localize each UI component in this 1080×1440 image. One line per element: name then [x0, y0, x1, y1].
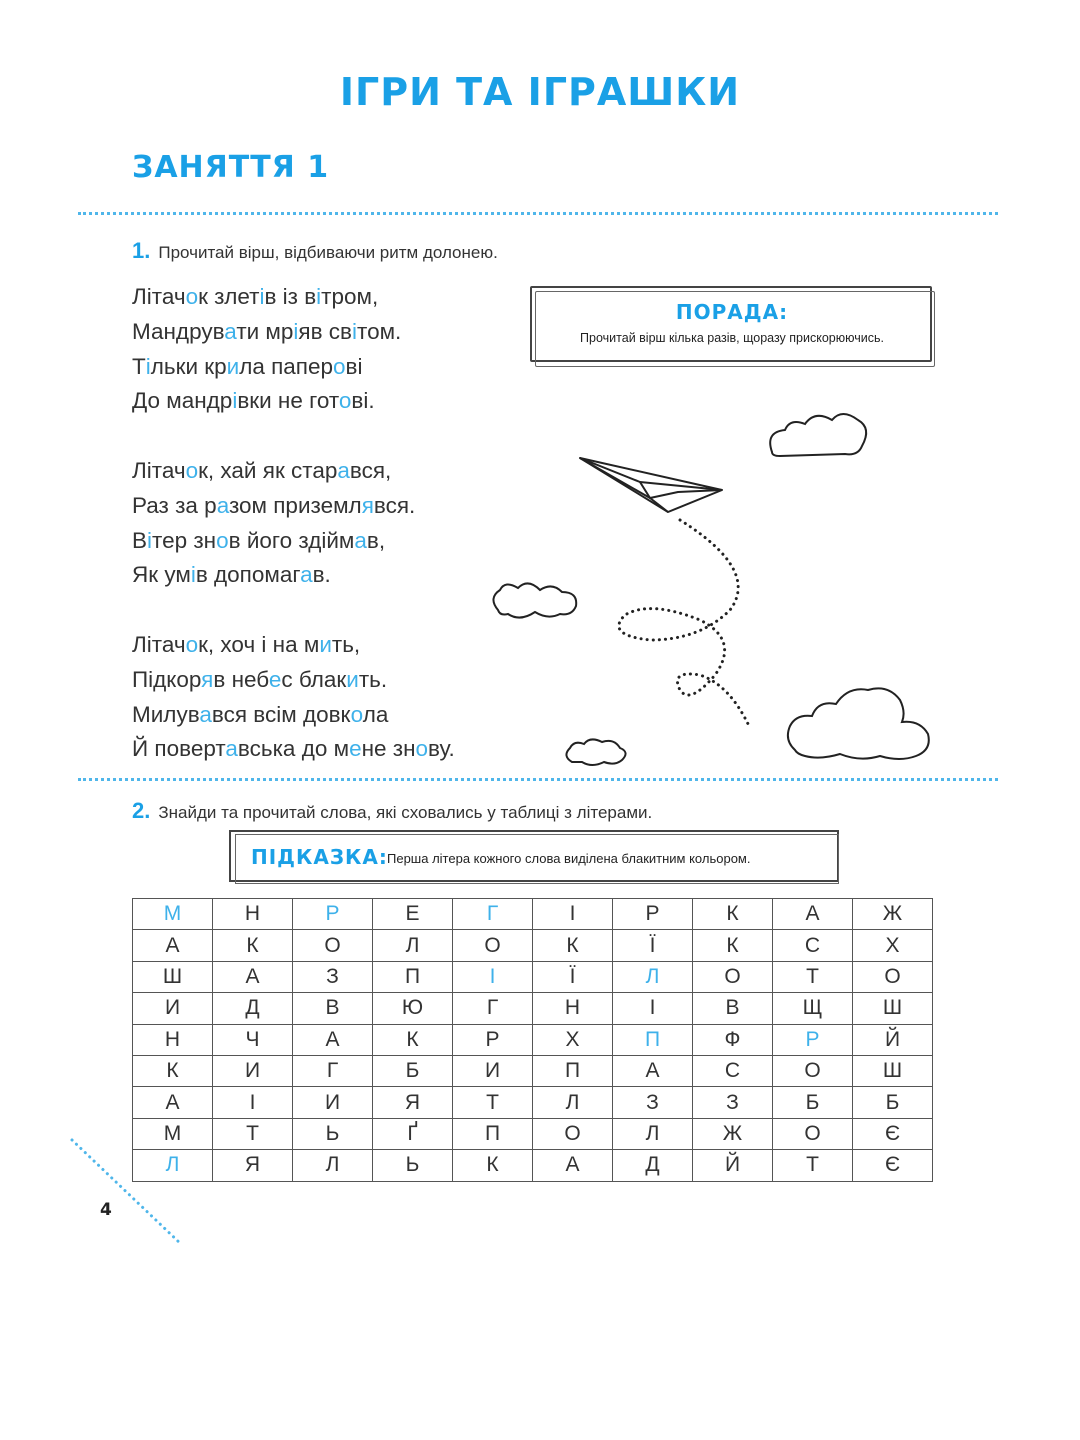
- stressed-vowel: і: [352, 318, 358, 344]
- grid-cell[interactable]: З: [693, 1087, 773, 1118]
- grid-cell[interactable]: К: [693, 899, 773, 930]
- grid-cell[interactable]: Р: [613, 899, 693, 930]
- grid-cell[interactable]: Д: [613, 1150, 693, 1181]
- stressed-vowel: а: [199, 701, 212, 727]
- poem-text: в допомаг: [195, 562, 301, 588]
- poem-text: в неб: [213, 666, 269, 692]
- grid-cell[interactable]: Я: [213, 1150, 293, 1181]
- poem-text: льки кр: [150, 353, 227, 379]
- grid-cell[interactable]: Р: [293, 899, 373, 930]
- page-number: 4: [100, 1200, 112, 1220]
- grid-cell[interactable]: Г: [453, 993, 533, 1024]
- stressed-vowel: і: [259, 284, 265, 309]
- lesson-title: ЗАНЯТТЯ 1: [132, 150, 330, 185]
- grid-cell[interactable]: А: [773, 899, 853, 930]
- grid-cell[interactable]: Б: [853, 1087, 933, 1118]
- tip-title: ПОРАДА:: [675, 300, 789, 324]
- poem-text: ву.: [428, 736, 455, 762]
- poem-text: в його: [228, 527, 293, 553]
- grid-cell[interactable]: К: [533, 930, 613, 961]
- hint-title: ПІДКАЗКА:: [251, 845, 388, 869]
- poem-text: ла папер: [239, 353, 334, 379]
- poem-text: Раз за р: [132, 492, 217, 518]
- poem-text: Підкор: [132, 666, 202, 692]
- grid-cell[interactable]: Л: [613, 1118, 693, 1149]
- grid-cell[interactable]: З: [293, 961, 373, 992]
- task-1-text: Прочитай вірш, відбиваючи ритм долонею.: [158, 243, 498, 262]
- grid-cell[interactable]: К: [133, 1055, 213, 1086]
- stressed-vowel: о: [350, 701, 363, 727]
- poem-text: вська до м: [237, 736, 350, 762]
- grid-cell[interactable]: А: [213, 961, 293, 992]
- grid-cell[interactable]: І: [613, 993, 693, 1024]
- grid-cell[interactable]: Н: [533, 993, 613, 1024]
- grid-cell[interactable]: Ш: [133, 961, 213, 992]
- grid-cell[interactable]: Л: [613, 961, 693, 992]
- poem-text: ть.: [358, 666, 388, 692]
- grid-cell[interactable]: Й: [693, 1150, 773, 1181]
- grid-cell[interactable]: Л: [533, 1087, 613, 1118]
- poem-text: ть,: [331, 631, 361, 657]
- poem-text: не зн: [361, 736, 416, 762]
- poem-text: Літач: [132, 457, 186, 483]
- poem-text: Як ум: [132, 562, 191, 588]
- grid-cell[interactable]: Ш: [853, 993, 933, 1024]
- stressed-vowel: и: [226, 353, 240, 379]
- grid-cell[interactable]: Й: [853, 1024, 933, 1055]
- grid-cell[interactable]: Л: [373, 930, 453, 961]
- stressed-vowel: о: [415, 736, 429, 762]
- poem-text: яв св: [298, 318, 353, 344]
- poem-text: ві: [345, 353, 363, 379]
- grid-cell[interactable]: К: [373, 1024, 453, 1055]
- grid-cell[interactable]: З: [613, 1087, 693, 1118]
- poem-text: ла: [362, 701, 389, 727]
- tip-text: Прочитай вірш кілька разів, щоразу прискорюючись.: [580, 331, 884, 345]
- task-2-number: 2.: [132, 798, 151, 823]
- poem-text: тром,: [321, 284, 379, 309]
- grid-cell[interactable]: Г: [453, 899, 533, 930]
- stressed-vowel: а: [300, 562, 313, 588]
- grid-cell[interactable]: М: [133, 899, 213, 930]
- poem-text: в.: [312, 562, 331, 588]
- grid-cell[interactable]: І: [213, 1087, 293, 1118]
- grid-cell[interactable]: Ж: [693, 1118, 773, 1149]
- stressed-vowel: і: [190, 562, 196, 588]
- grid-cell[interactable]: Ж: [853, 899, 933, 930]
- grid-cell[interactable]: А: [133, 930, 213, 961]
- grid-cell[interactable]: Ї: [613, 930, 693, 961]
- grid-cell[interactable]: К: [453, 1150, 533, 1181]
- grid-cell[interactable]: П: [453, 1118, 533, 1149]
- grid-cell[interactable]: І: [453, 961, 533, 992]
- grid-cell[interactable]: А: [533, 1150, 613, 1181]
- stressed-vowel: е: [349, 736, 362, 762]
- grid-cell[interactable]: Т: [773, 1150, 853, 1181]
- grid-cell[interactable]: Ї: [533, 961, 613, 992]
- grid-cell[interactable]: К: [213, 930, 293, 961]
- grid-cell[interactable]: Л: [293, 1150, 373, 1181]
- grid-cell[interactable]: Ю: [373, 993, 453, 1024]
- grid-cell[interactable]: И: [133, 993, 213, 1024]
- stressed-vowel: е: [268, 666, 282, 692]
- grid-cell[interactable]: Ґ: [373, 1118, 453, 1149]
- stressed-vowel: и: [319, 631, 332, 657]
- poem-text: Милув: [132, 701, 200, 727]
- grid-cell[interactable]: Р: [453, 1024, 533, 1055]
- grid-cell[interactable]: П: [533, 1055, 613, 1086]
- grid-cell[interactable]: Є: [853, 1150, 933, 1181]
- stressed-vowel: я: [201, 666, 214, 692]
- grid-cell[interactable]: В: [693, 993, 773, 1024]
- grid-cell[interactable]: Є: [853, 1118, 933, 1149]
- grid-cell[interactable]: Л: [133, 1150, 213, 1181]
- grid-cell[interactable]: Б: [373, 1055, 453, 1086]
- hint-text: Перша літера кожного слова виділена блакитним кольором.: [387, 851, 751, 866]
- poem-text: тер зн: [152, 527, 217, 553]
- poem-text: том.: [357, 318, 402, 344]
- grid-cell[interactable]: Ч: [213, 1024, 293, 1055]
- grid-cell[interactable]: І: [533, 899, 613, 930]
- stressed-vowel: а: [216, 492, 229, 518]
- poem-text: До мандр: [132, 388, 233, 414]
- stressed-vowel: і: [293, 318, 299, 344]
- grid-cell[interactable]: Щ: [773, 993, 853, 1024]
- grid-cell[interactable]: И: [213, 1055, 293, 1086]
- stressed-vowel: і: [147, 527, 153, 553]
- grid-cell[interactable]: И: [453, 1055, 533, 1086]
- stressed-vowel: о: [333, 353, 346, 379]
- grid-cell[interactable]: А: [293, 1024, 373, 1055]
- poem-text: Літач: [132, 631, 186, 657]
- grid-cell[interactable]: Г: [293, 1055, 373, 1086]
- grid-cell[interactable]: М: [133, 1118, 213, 1149]
- grid-cell[interactable]: Е: [373, 899, 453, 930]
- stressed-vowel: і: [145, 353, 151, 379]
- poem-text: ти мр: [236, 318, 294, 344]
- grid-cell[interactable]: Н: [133, 1024, 213, 1055]
- grid-cell[interactable]: Ф: [693, 1024, 773, 1055]
- grid-cell[interactable]: К: [693, 930, 773, 961]
- grid-cell[interactable]: Д: [213, 993, 293, 1024]
- grid-cell[interactable]: С: [693, 1055, 773, 1086]
- poem-text: Мандрув: [132, 318, 225, 344]
- stressed-vowel: а: [354, 527, 367, 553]
- stressed-vowel: а: [337, 457, 350, 483]
- poem-text: к, хай як стар: [198, 457, 338, 483]
- grid-cell[interactable]: Н: [213, 899, 293, 930]
- stressed-vowel: я: [361, 492, 374, 518]
- stressed-vowel: о: [185, 631, 199, 657]
- grid-cell[interactable]: П: [613, 1024, 693, 1055]
- page-title: ІГРИ ТА ІГРАШКИ: [339, 70, 741, 114]
- grid-cell[interactable]: В: [293, 993, 373, 1024]
- grid-cell[interactable]: Я: [373, 1087, 453, 1118]
- poem-text: к, хоч і на м: [198, 631, 320, 657]
- task-2-text: Знайди та прочитай слова, які сховались у таблиці з літерами.: [158, 803, 653, 822]
- grid-cell[interactable]: А: [133, 1087, 213, 1118]
- stressed-vowel: о: [216, 527, 229, 553]
- grid-cell[interactable]: И: [293, 1087, 373, 1118]
- grid-cell[interactable]: Б: [773, 1087, 853, 1118]
- grid-cell[interactable]: О: [693, 961, 773, 992]
- stressed-vowel: и: [346, 666, 359, 692]
- poem-text: вся.: [373, 492, 416, 518]
- stressed-vowel: а: [224, 318, 237, 344]
- stressed-vowel: і: [232, 388, 238, 414]
- poem-text: с блак: [281, 666, 347, 692]
- stressed-vowel: а: [225, 736, 238, 762]
- poem-text: Й поверт: [132, 736, 226, 762]
- grid-cell[interactable]: С: [773, 930, 853, 961]
- grid-cell[interactable]: Ш: [853, 1055, 933, 1086]
- grid-cell[interactable]: Ь: [373, 1150, 453, 1181]
- grid-cell[interactable]: Ь: [293, 1118, 373, 1149]
- poem-text: Т: [132, 353, 146, 379]
- grid-cell[interactable]: Х: [533, 1024, 613, 1055]
- grid-cell[interactable]: Т: [773, 961, 853, 992]
- stressed-vowel: о: [185, 457, 199, 483]
- grid-cell[interactable]: А: [613, 1055, 693, 1086]
- grid-cell[interactable]: О: [533, 1118, 613, 1149]
- poem-text: здійм: [292, 527, 355, 553]
- poem-text: Літач: [132, 284, 186, 309]
- grid-cell[interactable]: Т: [213, 1118, 293, 1149]
- grid-cell[interactable]: П: [373, 961, 453, 992]
- poem-text: в,: [366, 527, 386, 553]
- grid-cell[interactable]: О: [853, 961, 933, 992]
- poem-text: к злет: [198, 284, 260, 309]
- poem-text: вся всім довк: [211, 701, 351, 727]
- grid-cell[interactable]: О: [453, 930, 533, 961]
- poem-text: в із в: [264, 284, 317, 309]
- grid-cell[interactable]: Х: [853, 930, 933, 961]
- poem-text: В: [132, 527, 148, 553]
- grid-cell[interactable]: Т: [453, 1087, 533, 1118]
- grid-cell[interactable]: О: [773, 1055, 853, 1086]
- grid-cell[interactable]: Р: [773, 1024, 853, 1055]
- poem-text: зом приземл: [228, 492, 362, 518]
- grid-cell[interactable]: О: [773, 1118, 853, 1149]
- stressed-vowel: о: [185, 284, 199, 309]
- poem-text: вки не гот: [237, 388, 339, 414]
- grid-cell[interactable]: О: [293, 930, 373, 961]
- poem-text: ві.: [351, 388, 375, 414]
- task-1-number: 1.: [132, 238, 151, 263]
- poem-text: вся,: [349, 457, 392, 483]
- stressed-vowel: і: [316, 284, 322, 309]
- stressed-vowel: о: [338, 388, 352, 414]
